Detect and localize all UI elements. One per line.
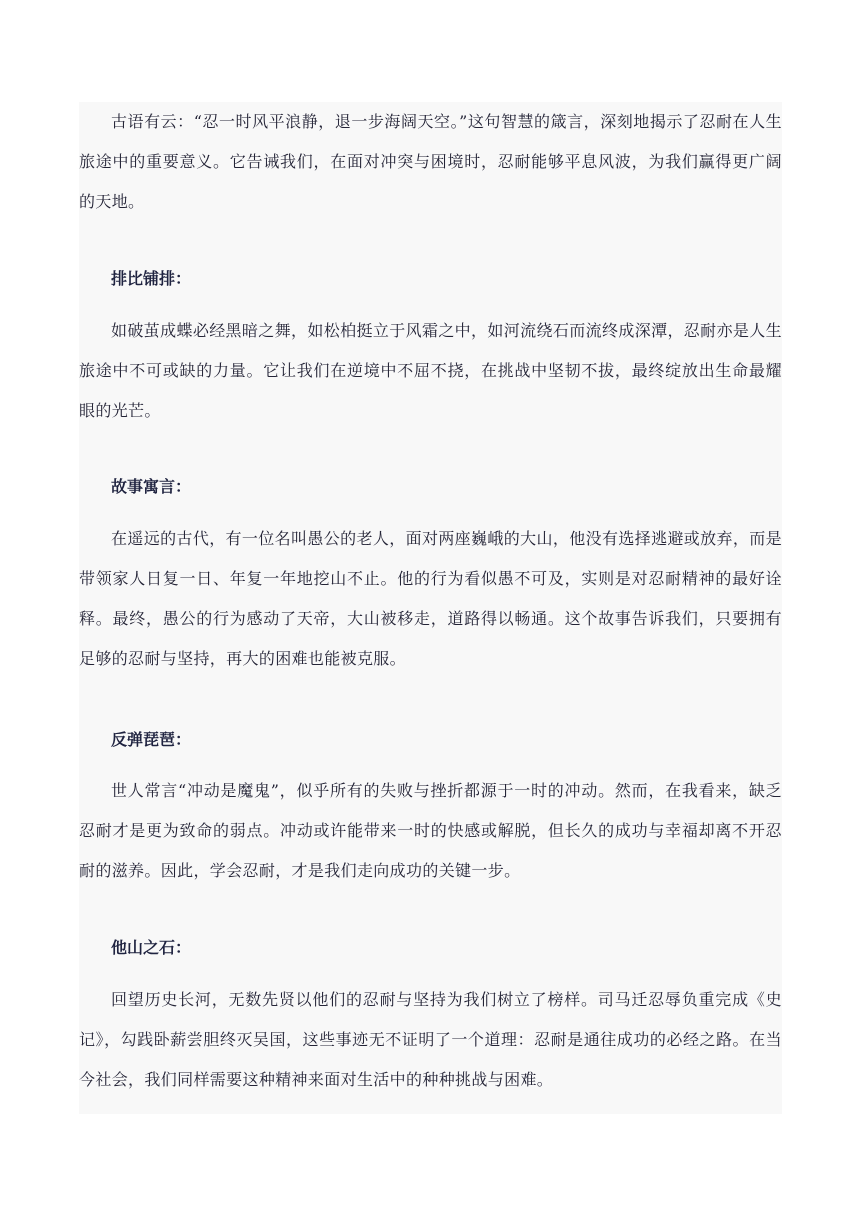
section-heading-contrary: [79, 726, 782, 754]
section-heading-examples: [79, 934, 782, 962]
section-paragraph-parallelism: [79, 311, 782, 431]
paragraph-text: 在遥远的古代，有一位名叫愚公的老人，面对两座巍峨的大山，他没有选择逃避或放弃，而是带领家人日复一日、年复一年地挖山不止。他的行为看似愚不可及，实则是对忍耐精神的最好诠释。最终，愚公的行为感动了天帝，大山被移走，道路得以畅通。这个故事告诉我们，只要拥有足够的忍耐与坚持，再大的困难也能被克服。: [79, 529, 782, 668]
intro-paragraph: [79, 102, 782, 222]
paragraph-text: 古语有云：“忍一时风平浪静，退一步海阔天空。”这句智慧的箴言，深刻地揭示了忍耐在人生旅途中的重要意义。它告诫我们，在面对冲突与困境时，忍耐能够平息风波，为我们赢得更广阔的天地。: [79, 112, 782, 211]
section-paragraph-examples: [79, 980, 782, 1100]
section-heading: 反弹琵琶：: [111, 730, 192, 749]
section-paragraph-story: [79, 519, 782, 679]
section-heading: 排比铺排：: [111, 269, 192, 288]
section-heading-story: [79, 473, 782, 501]
section-heading: 他山之石：: [111, 938, 192, 957]
paragraph-text: 回望历史长河，无数先贤以他们的忍耐与坚持为我们树立了榜样。司马迁忍辱负重完成《史记》，勾践卧薪尝胆终灭吴国，这些事迹无不证明了一个道理：忍耐是通往成功的必经之路。在当今社会，我们同样需要这种精神来面对生活中的种种挑战与困难。: [79, 990, 782, 1089]
section-paragraph-contrary: [79, 771, 782, 891]
section-heading: 故事寓言：: [111, 477, 192, 496]
section-heading-parallelism: [79, 265, 782, 293]
paragraph-text: 世人常言“冲动是魔鬼”，似乎所有的失败与挫折都源于一时的冲动。然而，在我看来，缺乏忍耐才是更为致命的弱点。冲动或许能带来一时的快感或解脱，但长久的成功与幸福却离不开忍耐的滋养。因此，学会忍耐，才是我们走向成功的关键一步。: [79, 781, 782, 880]
document-body: [79, 102, 782, 1114]
paragraph-text: 如破茧成蝶必经黑暗之舞，如松柏挺立于风霜之中，如河流绕石而流终成深潭，忍耐亦是人生旅途中不可或缺的力量。它让我们在逆境中不屈不挠，在挑战中坚韧不拔，最终绽放出生命最耀眼的光芒。: [79, 321, 782, 420]
